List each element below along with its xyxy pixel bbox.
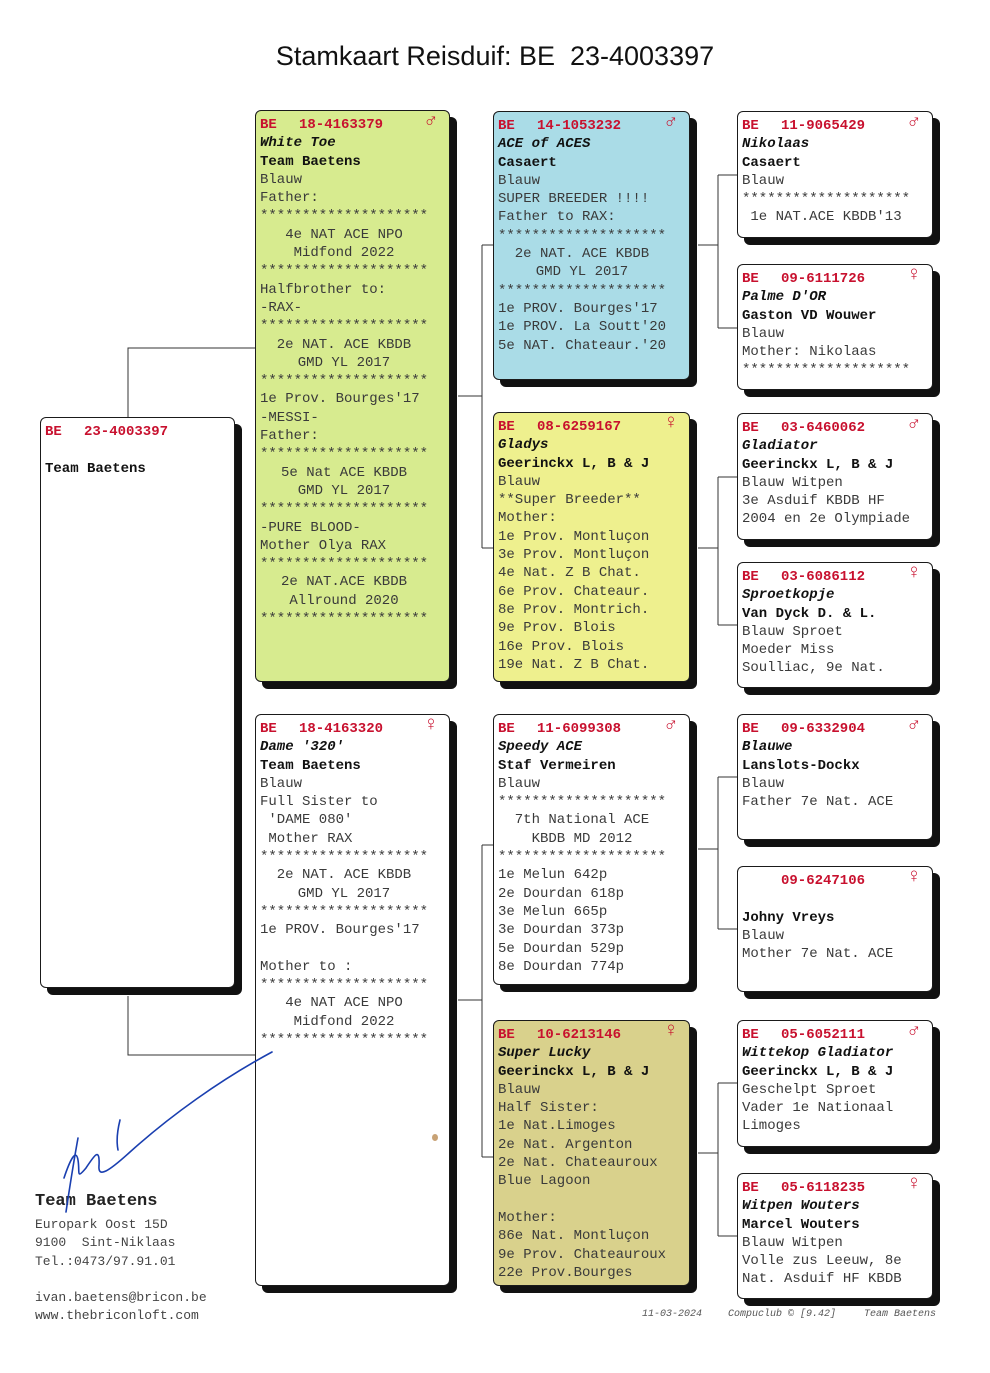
info-line: ******************** — [260, 263, 429, 280]
info-line: 1e Prov. Bourges'17 — [260, 391, 420, 408]
info-line: Midfond 2022 — [293, 1013, 395, 1030]
pedigree-card-great-grandparent — [737, 714, 933, 840]
breeder-name: Johny Vreys — [742, 909, 835, 926]
pedigree-card-great-grandparent — [737, 1173, 933, 1299]
ring-country: BE — [742, 721, 759, 737]
info-line: 8e Prov. Montrich. — [498, 601, 650, 618]
info-line: Blauw Witpen — [742, 474, 843, 491]
info-line: Allround 2020 — [289, 592, 399, 609]
info-line: GMD YL 2017 — [297, 482, 391, 499]
pedigree-card-mother — [255, 714, 450, 1286]
info-line: Father: — [260, 190, 319, 207]
info-line: 4e Nat. Z B Chat. — [498, 565, 641, 582]
ring-header — [742, 866, 928, 890]
ring-country: BE — [498, 721, 515, 737]
male-symbol-icon: ♂ — [424, 110, 437, 133]
ring-header — [742, 1020, 928, 1044]
ring-country: BE — [742, 420, 759, 436]
info-line: 1e PROV. La Soutt'20 — [498, 319, 667, 336]
info-line: Father 7e Nat. ACE — [742, 794, 894, 811]
info-line: GMD YL 2017 — [535, 264, 629, 281]
ring-header — [260, 110, 445, 134]
pedigree-card-great-grandparent — [737, 866, 933, 992]
info-line: ******************** — [742, 191, 911, 208]
breeder-name: Casaert — [498, 154, 557, 171]
breeder-name: Geerinckx L, B & J — [742, 1063, 894, 1080]
breeder-name: Geerinckx L, B & J — [498, 1063, 650, 1080]
pigeon-name: Sproetkopje — [742, 587, 835, 604]
info-line: 1e PROV. Bourges'17 — [260, 922, 420, 939]
male-symbol-icon: ♂ — [664, 714, 677, 737]
connector-fm-parents — [698, 477, 737, 625]
ring-number: 08-6259167 — [537, 419, 622, 435]
female-symbol-icon: ♀ — [907, 1173, 920, 1196]
ring-number: 14-1053232 — [537, 118, 622, 134]
info-line: ******************** — [260, 977, 429, 994]
info-line — [260, 940, 445, 958]
info-line — [498, 1191, 685, 1209]
ring-header — [742, 1173, 928, 1197]
software-credit: Compuclub © [9.42] — [728, 1309, 837, 1320]
footer-phone: Tel.:0473/97.91.01 — [35, 1254, 176, 1269]
ring-header — [742, 562, 928, 586]
ring-number: 09-6332904 — [781, 721, 866, 737]
breeder-name: Geerinckx L, B & J — [498, 455, 650, 472]
info-line: 2e NAT. ACE KBDB — [514, 246, 650, 263]
ring-header — [498, 1020, 685, 1044]
connector-mf-parents — [698, 777, 737, 929]
info-line: Vader 1e Nationaal — [742, 1100, 894, 1117]
info-line: Mother Olya RAX — [260, 537, 387, 554]
info-line: ******************** — [498, 282, 667, 299]
breeder-name: Marcel Wouters — [742, 1216, 860, 1233]
info-line: 4e NAT ACE NPO — [285, 995, 403, 1012]
paper-stain — [432, 1134, 438, 1141]
ring-number: 09-6111726 — [781, 271, 866, 287]
info-line: Half Sister: — [498, 1100, 599, 1117]
info-line: ******************** — [498, 227, 667, 244]
ring-header — [742, 714, 928, 738]
info-line: Nat. Asduif HF KBDB — [742, 1271, 902, 1288]
pedigree-card-great-grandparent — [737, 264, 933, 390]
info-line: -PURE BLOOD- — [260, 519, 361, 536]
pigeon-name: Wittekop Gladiator — [742, 1045, 894, 1062]
info-line: 86e Nat. Montluçon — [498, 1228, 650, 1245]
breeder-name: Lanslots-Dockx — [742, 757, 860, 774]
breeder-name: Team Baetens — [260, 757, 361, 774]
female-symbol-icon: ♀ — [664, 1020, 677, 1043]
info-line: Blauw — [742, 325, 785, 342]
info-line: SUPER BREEDER !!!! — [498, 191, 650, 208]
info-line: ******************** — [260, 208, 429, 225]
breeder-name: Staf Vermeiren — [498, 757, 616, 774]
ring-country: BE — [498, 419, 515, 435]
footer-city: 9100 Sint-Niklaas — [35, 1235, 176, 1250]
footer-email: ivan.baetens@bricon.be — [35, 1290, 207, 1305]
info-line: 22e Prov.Bourges — [498, 1264, 633, 1281]
info-line: 7th National ACE — [514, 812, 650, 829]
info-line: ******************** — [498, 794, 667, 811]
info-line: 3e Melun 665p — [498, 903, 608, 920]
ring-number: 05-6052111 — [781, 1027, 866, 1043]
male-symbol-icon: ♂ — [907, 413, 920, 436]
info-line: Mother 7e Nat. ACE — [742, 946, 894, 963]
info-line: 5e Dourdan 529p — [498, 940, 625, 957]
footer-address: Europark Oost 15D — [35, 1217, 168, 1232]
info-line: KBDB MD 2012 — [531, 830, 633, 847]
footer-website: www.thebriconloft.com — [35, 1308, 199, 1323]
pedigree-card-paternal-grandmother — [493, 412, 690, 682]
pigeon-name: Witpen Wouters — [742, 1198, 860, 1215]
info-line: GMD YL 2017 — [297, 885, 391, 902]
info-line: 3e Asduif KBDB HF — [742, 493, 885, 510]
pedigree-card-maternal-grandfather — [493, 714, 690, 985]
connector-mm-parents — [698, 1083, 737, 1236]
print-date: 11-03-2024 — [642, 1309, 703, 1320]
info-line: Halfbrother to: — [260, 281, 387, 298]
info-line: Mother: — [498, 1209, 557, 1226]
breeder-name: Team Baetens — [45, 460, 146, 477]
ring-country: BE — [498, 118, 515, 134]
info-line: 'DAME 080' — [260, 812, 353, 829]
ring-country: BE — [260, 721, 277, 737]
info-line: 1e PROV. Bourges'17 — [498, 300, 658, 317]
male-symbol-icon: ♂ — [907, 1020, 920, 1043]
pedigree-card-paternal-grandfather — [493, 111, 690, 380]
info-line: GMD YL 2017 — [297, 354, 391, 371]
info-line: ******************** — [260, 611, 429, 628]
pigeon-name: Gladys — [498, 437, 549, 454]
info-line: Blauw — [498, 172, 541, 189]
info-line: 19e Nat. Z B Chat. — [498, 656, 650, 673]
info-line: 9e Prov. Blois — [498, 620, 616, 637]
ring-number: 05-6118235 — [781, 1180, 866, 1196]
info-line: 1e Nat.Limoges — [498, 1118, 616, 1135]
ring-number: 18-4163320 — [299, 721, 384, 737]
ring-country: BE — [498, 1027, 515, 1043]
pedigree-card-great-grandparent — [737, 1020, 933, 1147]
info-line: 2004 en 2e Olympiade — [742, 511, 911, 528]
ring-header — [260, 714, 445, 738]
info-line: ******************** — [260, 501, 429, 518]
info-line: Mother: Nikolaas — [742, 344, 877, 361]
info-line: 8e Dourdan 774p — [498, 958, 625, 975]
printed-by: Team Baetens — [864, 1309, 937, 1320]
ring-country: BE — [742, 271, 759, 287]
info-line: Geschelpt Sproet — [742, 1081, 877, 1098]
pigeon-name: Super Lucky — [498, 1045, 591, 1062]
ring-header — [498, 714, 685, 738]
info-line: 3e Dourdan 373p — [498, 922, 625, 939]
info-line: ******************** — [260, 446, 429, 463]
info-line: ******************** — [260, 1032, 429, 1049]
pedigree-card-maternal-grandmother — [493, 1020, 690, 1286]
pigeon-name: Gladiator — [742, 438, 818, 455]
info-line: 1e NAT.ACE KBDB'13 — [750, 209, 902, 226]
info-line: Soulliac, 9e Nat. — [742, 660, 885, 677]
info-line: Limoges — [742, 1118, 801, 1135]
info-line: Blauw Sproet — [742, 623, 843, 640]
info-line: Blue Lagoon — [498, 1173, 591, 1190]
info-line: 3e Prov. Montluçon — [498, 547, 650, 564]
ring-country: BE — [742, 1027, 759, 1043]
info-line: Mother: — [498, 510, 557, 527]
pigeon-name — [45, 441, 230, 459]
pigeon-name — [742, 890, 928, 908]
info-line: ******************** — [742, 362, 911, 379]
pedigree-card-father — [255, 110, 450, 682]
ring-number: 09-6247106 — [781, 873, 866, 889]
info-line: Blauw — [498, 1081, 541, 1098]
female-symbol-icon: ♀ — [664, 412, 677, 435]
info-line: ******************** — [260, 556, 429, 573]
info-line: Father: — [260, 428, 319, 445]
info-line: 2e Nat. Chateauroux — [498, 1155, 658, 1172]
info-line: 4e NAT ACE NPO — [285, 226, 403, 243]
ring-country: BE — [260, 117, 277, 133]
info-line: Blauw — [260, 171, 303, 188]
info-line: 5e Nat ACE KBDB — [280, 464, 408, 481]
breeder-name: Casaert — [742, 154, 801, 171]
ring-country: BE — [742, 1180, 759, 1196]
info-line: 5e NAT. Chateaur.'20 — [498, 337, 667, 354]
info-line: Volle zus Leeuw, 8e — [742, 1253, 902, 1270]
info-line: Moeder Miss — [742, 642, 835, 659]
pedigree-card-great-grandparent — [737, 413, 933, 540]
ring-country: BE — [742, 569, 759, 585]
ring-header — [45, 423, 230, 441]
ring-header — [742, 413, 928, 437]
connector-mother-parents — [458, 845, 493, 1157]
ring-number: 10-6213146 — [537, 1027, 622, 1043]
page-title: Stamkaart Reisduif: BE 23-4003397 — [275, 41, 715, 71]
pigeon-name: Palme D'OR — [742, 289, 827, 306]
info-line: Full Sister to — [260, 794, 378, 811]
ring-country: BE — [45, 424, 62, 440]
info-line: Father to RAX: — [498, 209, 616, 226]
info-line: Blauw — [498, 775, 541, 792]
female-symbol-icon: ♀ — [907, 562, 920, 585]
info-line: 9e Prov. Chateauroux — [498, 1246, 667, 1263]
male-symbol-icon: ♂ — [907, 714, 920, 737]
ring-country: BE — [742, 118, 759, 134]
info-line: Blauw Witpen — [742, 1234, 843, 1251]
info-line: Blauw — [498, 473, 541, 490]
info-line: 6e Prov. Chateaur. — [498, 583, 650, 600]
info-line: 2e Dourdan 618p — [498, 885, 625, 902]
pedigree-card-great-grandparent — [737, 562, 933, 688]
male-symbol-icon: ♂ — [664, 111, 677, 134]
info-line: ******************** — [260, 318, 429, 335]
info-line: Midfond 2022 — [293, 245, 395, 262]
breeder-name: Team Baetens — [260, 153, 361, 170]
connector-father-parents — [458, 245, 493, 548]
ring-number: 18-4163379 — [299, 117, 384, 133]
pigeon-name: Blauwe — [742, 739, 793, 756]
ring-number: 03-6086112 — [781, 569, 866, 585]
info-line: Blauw — [742, 775, 785, 792]
info-line: 2e NAT.ACE KBDB — [280, 574, 408, 591]
info-line: 2e NAT. ACE KBDB — [276, 867, 412, 884]
ring-number: 03-6460062 — [781, 420, 866, 436]
pedigree-card-great-grandparent — [737, 111, 933, 238]
pigeon-name: White Toe — [260, 135, 336, 152]
info-line: ******************** — [260, 373, 429, 390]
info-line: 2e NAT. ACE KBDB — [276, 336, 412, 353]
ring-header — [498, 412, 685, 436]
info-line: ******************** — [260, 903, 429, 920]
connector-subject-father — [128, 348, 255, 417]
info-line: Blauw — [742, 927, 785, 944]
info-line: ******************** — [260, 849, 429, 866]
info-line: 1e Melun 642p — [498, 867, 608, 884]
female-symbol-icon: ♀ — [907, 264, 920, 287]
female-symbol-icon: ♀ — [424, 714, 437, 737]
connector-subject-mother — [128, 996, 255, 1055]
info-line: ******************** — [498, 849, 667, 866]
ring-number: 23-4003397 — [84, 424, 169, 440]
female-symbol-icon: ♀ — [907, 866, 920, 889]
breeder-name: Van Dyck D. & L. — [742, 605, 877, 622]
info-line: Mother to : — [260, 958, 353, 975]
footer-club-name: Team Baetens — [35, 1192, 158, 1211]
pigeon-name: Nikolaas — [742, 136, 810, 153]
info-line: 1e Prov. Montluçon — [498, 528, 650, 545]
breeder-name: Geerinckx L, B & J — [742, 456, 894, 473]
ring-header — [742, 111, 928, 135]
pigeon-name: Speedy ACE — [498, 739, 583, 756]
breeder-name: Gaston VD Wouwer — [742, 307, 877, 324]
connector-ff-parents — [698, 175, 737, 328]
info-line: -RAX- — [260, 299, 303, 316]
ring-number: 11-6099308 — [537, 721, 622, 737]
info-line: Blauw — [260, 775, 303, 792]
male-symbol-icon: ♂ — [907, 111, 920, 134]
ring-number: 11-9065429 — [781, 118, 866, 134]
info-line: 2e Nat. Argenton — [498, 1136, 633, 1153]
info-line: -MESSI- — [260, 409, 319, 426]
info-line: 16e Prov. Blois — [498, 638, 625, 655]
info-line: Blauw — [742, 172, 785, 189]
ring-header — [742, 264, 928, 288]
info-line: **Super Breeder** — [498, 492, 641, 509]
ring-header — [498, 111, 685, 135]
pigeon-name: ACE of ACES — [498, 136, 591, 153]
pedigree-card-subject — [40, 417, 235, 988]
pigeon-name: Dame '320' — [260, 739, 345, 756]
info-line: Mother RAX — [260, 830, 353, 847]
